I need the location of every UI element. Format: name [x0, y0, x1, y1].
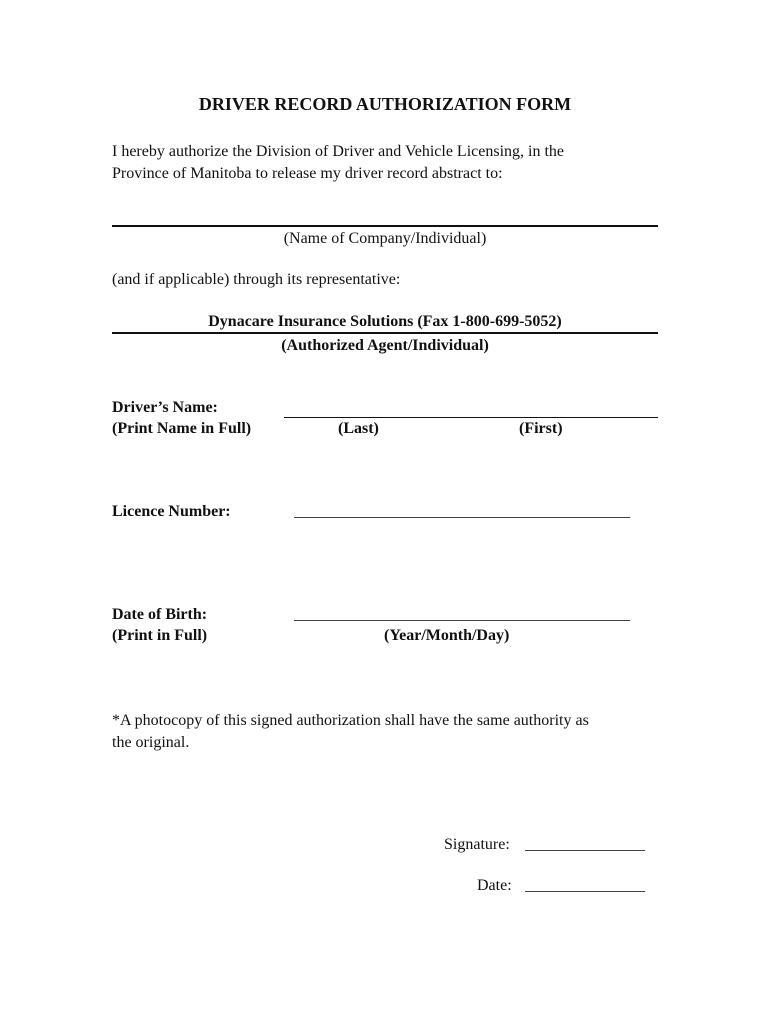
drivers-name-sublabel: (Print Name in Full)	[112, 420, 252, 437]
intro-line-1: I hereby authorize the Division of Driver and Vehicle Licensing, in the	[112, 143, 565, 160]
signature-label: Signature:	[444, 836, 510, 853]
representative-label: (and if applicable) through its representative:	[112, 271, 401, 288]
date-field[interactable]: _______________	[525, 877, 645, 894]
date-label: Date:	[477, 877, 512, 894]
photocopy-note-line-2: the original.	[112, 734, 190, 751]
form-title: DRIVER RECORD AUTHORIZATION FORM	[198, 94, 572, 114]
licence-number-field[interactable]: __________________________________________	[294, 503, 630, 520]
drivers-name-label: Driver’s Name:	[112, 399, 218, 416]
representative-value: Dynacare Insurance Solutions (Fax 1-800-699-5052)	[208, 313, 562, 330]
last-name-caption: (Last)	[338, 420, 379, 437]
company-name-field[interactable]	[112, 225, 658, 227]
photocopy-note-line-1: *A photocopy of this signed authorization shall have the same authority as	[112, 712, 589, 729]
signature-field[interactable]: _______________	[525, 836, 645, 853]
representative-field[interactable]	[112, 332, 658, 334]
date-of-birth-label: Date of Birth:	[112, 606, 208, 623]
date-of-birth-sublabel: (Print in Full)	[112, 627, 208, 644]
drivers-name-field[interactable]	[284, 417, 658, 418]
representative-caption: (Authorized Agent/Individual)	[281, 337, 489, 354]
date-of-birth-caption: (Year/Month/Day)	[384, 627, 510, 644]
date-of-birth-field[interactable]: __________________________________________	[294, 606, 630, 623]
company-name-caption: (Name of Company/Individual)	[283, 230, 487, 247]
intro-line-2: Province of Manitoba to release my driver record abstract to:	[112, 165, 503, 182]
licence-number-label: Licence Number:	[112, 503, 231, 520]
first-name-caption: (First)	[519, 420, 563, 437]
